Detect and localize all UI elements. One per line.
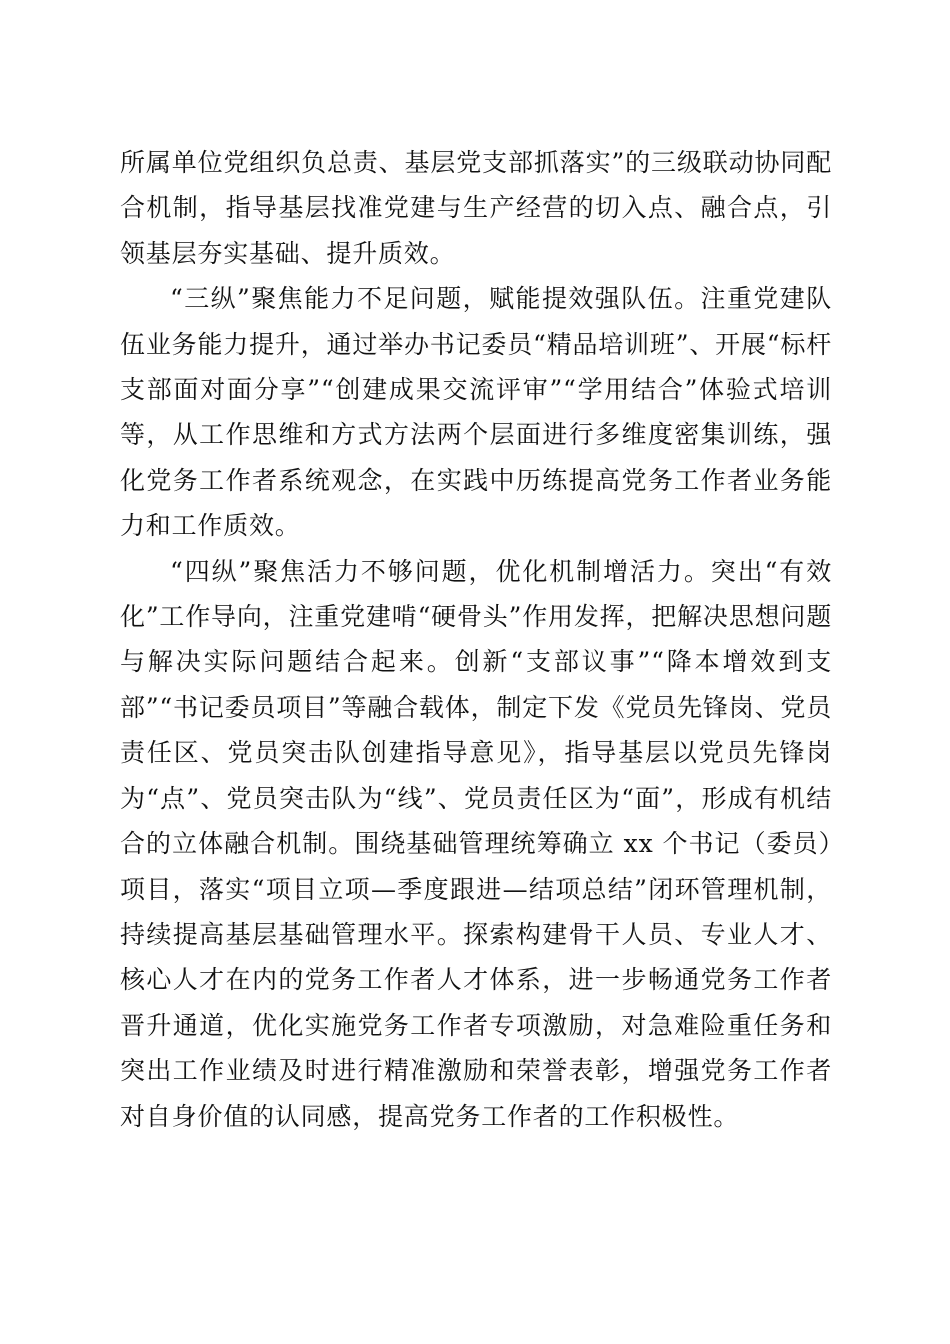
- paragraph-four-vertical: “四纵”聚焦活力不够问题，优化机制增活力。突出“有效化”工作导向，注重党建啃“硬骨头”作用发挥，把解决思想问题与解决实际问题结合起来。创新“支部议事”“降本增效到支部”“书记委员项目”等融合载体，制定下发《党员先锋岗、党员责任区、党员突击队创建指导意见》，指导基层以党员先锋岗为“点”、党员突击队为“线”、党员责任区为“面”，形成有机结合的立体融合机制。围绕基础管理统筹确立 xx 个书记（委员）项目，落实“项目立项—季度跟进—结项总结”闭环管理机制，持续提高基层基础管理水平。探索构建骨干人员、专业人才、核心人才在内的党务工作者人才体系，进一步畅通党务工作者晋升通道，优化实施党务工作者专项激励，对急难险重任务和突出工作业绩及时进行精准激励和荣誉表彰，增强党务工作者对自身价值的认同感，提高党务工作者的工作积极性。: [120, 556, 832, 1131]
- paragraph-continuation: 所属单位党组织负总责、基层党支部抓落实”的三级联动协同配合机制，指导基层找准党建与生产经营的切入点、融合点，引领基层夯实基础、提升质效。: [120, 148, 832, 268]
- document-body: [120, 140, 832, 1139]
- paragraph-three-vertical: “三纵”聚焦能力不足问题，赋能提效强队伍。注重党建队伍业务能力提升，通过举办书记委员“精品培训班”、开展“标杆支部面对面分享”“创建成果交流评审”“学用结合”体验式培训等，从工作思维和方式方法两个层面进行多维度密集训练，强化党务工作者系统观念，在实践中历练提高党务工作者业务能力和工作质效。: [120, 284, 832, 541]
